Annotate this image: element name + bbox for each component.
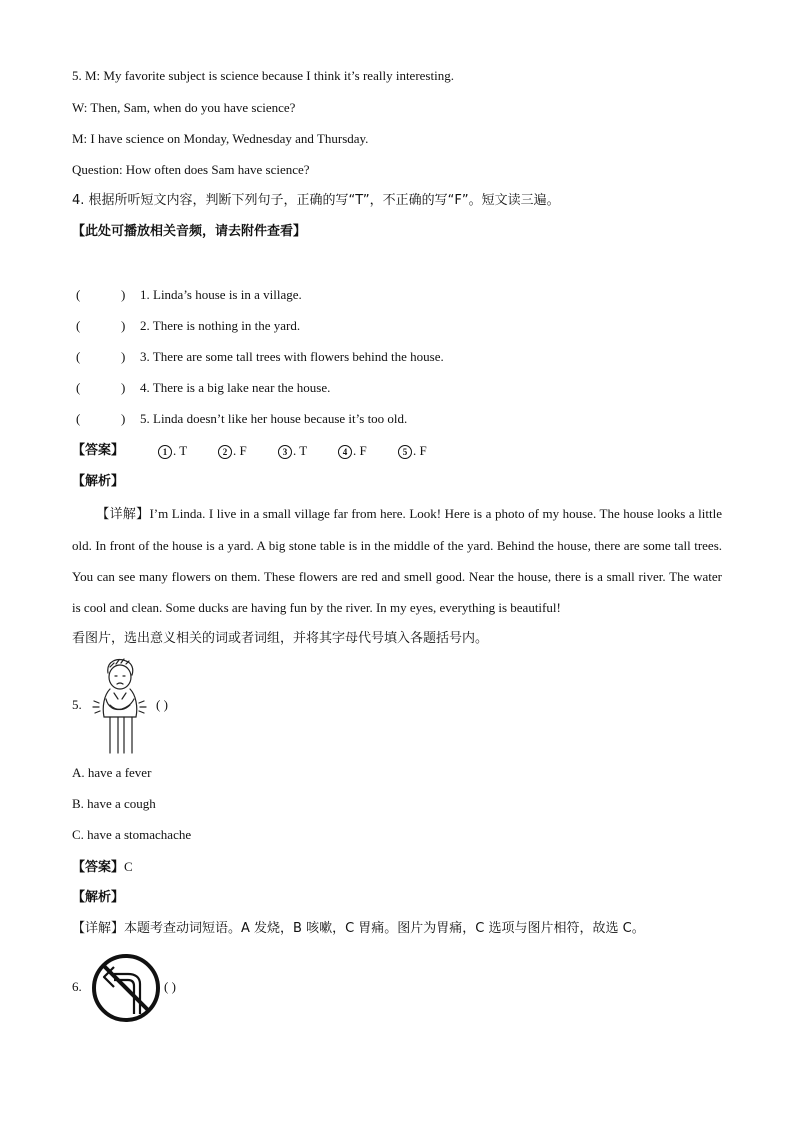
- blank-paren-left: (: [76, 287, 81, 302]
- q5-option-b: B. have a cough: [72, 796, 156, 811]
- section4-instruction: 4. 根据所听短文内容，判断下列句子，正确的写“T”，不正确的写“F”。短文读三遍。: [72, 193, 560, 208]
- circled-number: 3: [278, 445, 292, 459]
- answer-label: 【答案】: [72, 860, 125, 875]
- circled-number: 5: [398, 445, 412, 459]
- statement-text: 5. Linda doesn’t like her house because it’s too old.: [140, 411, 408, 426]
- blank-paren-right: ): [121, 287, 126, 302]
- blank-paren-right: ): [121, 349, 126, 364]
- q5-number: 5.: [72, 697, 82, 712]
- analysis-label: 【解析】: [72, 890, 125, 905]
- q5-detail: 【详解】本题考查动词短语。A 发烧，B 咳嗽，C 胃痛。图片为胃痛，C 选项与图片相符，故选 C。: [72, 921, 645, 936]
- dialogue-line-3: M: I have science on Monday, Wednesday and Thursday.: [72, 131, 369, 146]
- answer-4: [338, 443, 367, 459]
- answer-value: . T: [293, 443, 308, 458]
- statement-text: 1. Linda’s house is in a village.: [140, 287, 302, 302]
- blank-paren-right: ): [121, 318, 126, 333]
- answer-value: . F: [353, 443, 367, 458]
- answer-value: . F: [413, 443, 427, 458]
- blank-paren-right: ): [121, 380, 126, 395]
- blank-paren-right: ): [121, 411, 126, 426]
- no-left-turn-sign-icon: [90, 952, 162, 1024]
- blank-paren-left: (: [76, 349, 81, 364]
- analysis-label: 【解析】: [72, 474, 125, 489]
- q5-answer: C: [124, 859, 133, 874]
- section5-instruction: 看图片，选出意义相关的词或者词组，并将其字母代号填入各题括号内。: [72, 631, 489, 646]
- blank-paren-left: (: [76, 318, 81, 333]
- detail-label: 【详解】: [96, 507, 150, 522]
- answer-label: 【答案】: [72, 443, 125, 458]
- circled-number: 1: [158, 445, 172, 459]
- q5-answer-row: [72, 859, 133, 876]
- q6-number: 6.: [72, 979, 82, 994]
- dialogue-question: Question: How often does Sam have science?: [72, 162, 310, 177]
- detail-text: I’m Linda. I live in a small village far from here. Look! Here is a photo of my house. The house looks a little old. In front of the house is a yard. A big stone table is in the middle of the yard. Behind the house, there are some tall trees. You can see many flowers on them. These flowers are red and smell good. Near the house, there is a small river. The water is cool and clean. Some ducks are having fun by the river. In my eyes, everything is beautiful!: [72, 506, 722, 615]
- answer-3: [278, 443, 307, 459]
- audio-note: 【此处可播放相关音频，请去附件查看】: [72, 224, 307, 239]
- answer-value: . T: [173, 443, 188, 458]
- stomachache-boy-image: [88, 655, 154, 757]
- dialogue-line-2: W: Then, Sam, when do you have science?: [72, 100, 296, 115]
- circled-number: 4: [338, 445, 352, 459]
- q6-answer-blank: ( ): [164, 979, 176, 994]
- q5-answer-blank: ( ): [156, 697, 168, 712]
- q5-option-a: A. have a fever: [72, 765, 152, 780]
- dialogue-line-1: 5. M: My favorite subject is science because I think it’s really interesting.: [72, 68, 454, 83]
- answer-value: . F: [233, 443, 247, 458]
- answer-2: [218, 443, 247, 459]
- detail-paragraph: [72, 498, 722, 623]
- answer-1: [158, 443, 187, 459]
- statement-text: 3. There are some tall trees with flowers behind the house.: [140, 349, 444, 364]
- circled-number: 2: [218, 445, 232, 459]
- answer-5: [398, 443, 427, 459]
- statement-text: 2. There is nothing in the yard.: [140, 318, 301, 333]
- blank-paren-left: (: [76, 411, 81, 426]
- q5-option-c: C. have a stomachache: [72, 827, 192, 842]
- blank-paren-left: (: [76, 380, 81, 395]
- statement-text: 4. There is a big lake near the house.: [140, 380, 331, 395]
